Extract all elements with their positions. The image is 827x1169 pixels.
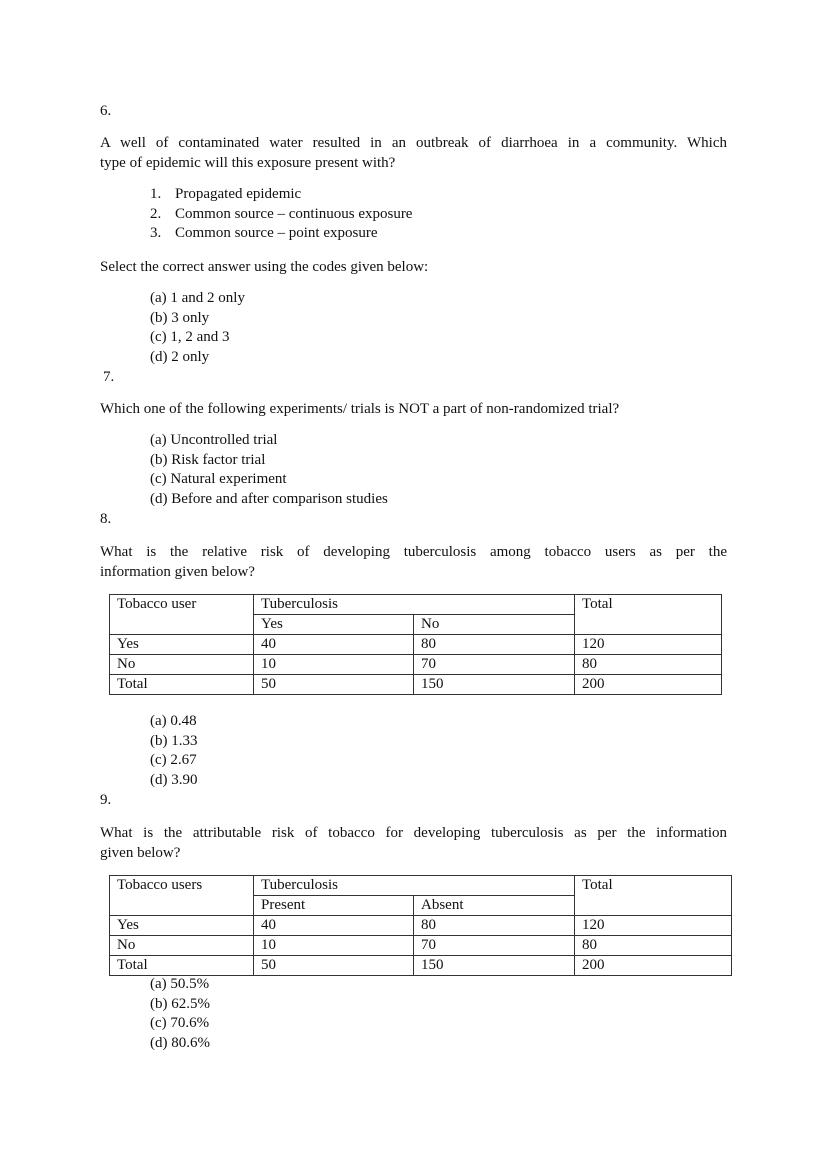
question-9-option-d[interactable]: (d) 80.6% — [150, 1034, 210, 1051]
table-row-header: Tobacco user — [110, 595, 254, 635]
question-6-text-line2: type of epidemic will this exposure present with? — [100, 155, 396, 171]
table-row — [110, 956, 732, 976]
question-6-statement-2 — [150, 205, 412, 225]
question-7-option-a[interactable]: (a) Uncontrolled trial — [150, 432, 278, 448]
table-subheader-yes: Yes — [254, 615, 414, 635]
row-label: Yes — [110, 916, 254, 936]
table-group-header: Tuberculosis — [254, 876, 575, 896]
question-7-number: 7. — [103, 369, 115, 385]
question-9-text-line1: What is the attributable risk of tobacco for developing tuberculosis as per the information — [100, 825, 727, 841]
row-label: Yes — [110, 635, 254, 655]
question-6-statement-3 — [150, 224, 377, 244]
table-row — [110, 916, 732, 936]
question-7-option-b[interactable]: (b) Risk factor trial — [150, 451, 266, 468]
statement-text: Common source – continuous exposure — [175, 205, 413, 222]
question-7-text: Which one of the following experiments/ trials is NOT a part of non-randomized trial? — [100, 401, 620, 417]
cell: 10 — [254, 936, 414, 956]
cell: 80 — [575, 936, 732, 956]
question-8-table — [109, 594, 722, 695]
question-6-instruction: Select the correct answer using the codes given below: — [100, 259, 429, 275]
cell: 40 — [254, 916, 414, 936]
question-6-option-d[interactable]: (d) 2 only — [150, 348, 210, 365]
cell: 80 — [414, 635, 575, 655]
cell: 150 — [414, 675, 575, 695]
question-6-option-c[interactable]: (c) 1, 2 and 3 — [150, 329, 230, 346]
question-9-option-b[interactable]: (b) 62.5% — [150, 995, 210, 1012]
table-subheader-present: Present — [254, 896, 414, 916]
table-total-header: Total — [575, 876, 732, 916]
question-9-option-c[interactable]: (c) 70.6% — [150, 1015, 210, 1032]
statement-number: 2. — [150, 205, 162, 222]
question-8-text-line2: information given below? — [100, 564, 255, 580]
cell: 200 — [575, 956, 732, 976]
cell: 70 — [414, 655, 575, 675]
question-8-text-line1: What is the relative risk of developing tuberculosis among tobacco users as per the — [100, 544, 727, 560]
table-subheader-absent: Absent — [414, 896, 575, 916]
table-row — [110, 635, 722, 655]
cell: 70 — [414, 936, 575, 956]
cell: 80 — [414, 916, 575, 936]
question-6-option-b[interactable]: (b) 3 only — [150, 309, 210, 326]
cell: 200 — [575, 675, 722, 695]
cell: 50 — [254, 675, 414, 695]
question-9-text-line2: given below? — [100, 845, 181, 861]
question-6-number: 6. — [100, 103, 112, 119]
table-total-header: Total — [575, 595, 722, 635]
question-9-number: 9. — [100, 792, 112, 808]
question-6-statement-1 — [150, 185, 301, 205]
statement-text: Common source – point exposure — [175, 225, 378, 242]
question-6-text-line1: A well of contaminated water resulted in an outbreak of diarrhoea in a community. Which — [100, 135, 727, 151]
statement-number: 3. — [150, 225, 162, 242]
row-label: Total — [110, 675, 254, 695]
question-6-option-a[interactable]: (a) 1 and 2 only — [150, 290, 245, 306]
statement-number: 1. — [150, 186, 162, 202]
row-label: No — [110, 936, 254, 956]
cell: 150 — [414, 956, 575, 976]
question-9-table — [109, 875, 732, 976]
question-8-option-a[interactable]: (a) 0.48 — [150, 713, 197, 729]
question-8-option-d[interactable]: (d) 3.90 — [150, 771, 198, 788]
cell: 10 — [254, 655, 414, 675]
table-subheader-no: No — [414, 615, 575, 635]
cell: 80 — [575, 655, 722, 675]
table-row — [110, 675, 722, 695]
question-8-option-c[interactable]: (c) 2.67 — [150, 752, 197, 769]
question-7-option-c[interactable]: (c) Natural experiment — [150, 471, 287, 488]
question-9-option-a[interactable]: (a) 50.5% — [150, 976, 210, 992]
question-7-option-d[interactable]: (d) Before and after comparison studies — [150, 490, 388, 507]
question-8-number: 8. — [100, 511, 112, 527]
cell: 120 — [575, 916, 732, 936]
table-row — [110, 655, 722, 675]
cell: 120 — [575, 635, 722, 655]
question-8-option-b[interactable]: (b) 1.33 — [150, 732, 198, 749]
cell: 50 — [254, 956, 414, 976]
row-label: Total — [110, 956, 254, 976]
table-row-header: Tobacco users — [110, 876, 254, 916]
cell: 40 — [254, 635, 414, 655]
table-group-header: Tuberculosis — [254, 595, 575, 615]
table-row — [110, 936, 732, 956]
row-label: No — [110, 655, 254, 675]
statement-text: Propagated epidemic — [175, 186, 302, 202]
